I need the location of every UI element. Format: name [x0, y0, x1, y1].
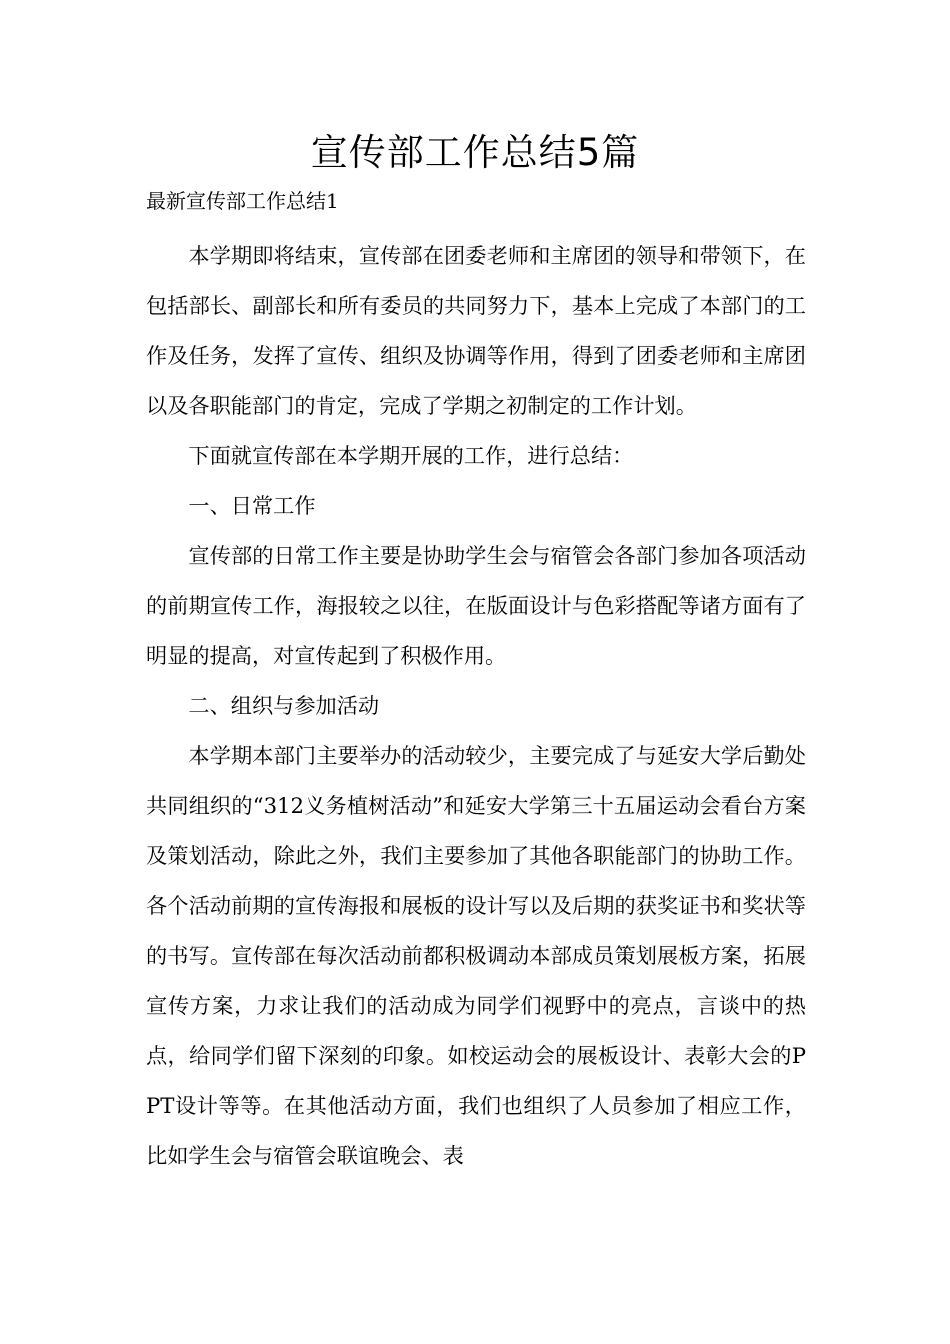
document-title: 宣传部工作总结5篇 — [310, 131, 640, 174]
document-body — [146, 231, 806, 1181]
document-subtitle: 最新宣传部工作总结1 — [146, 189, 339, 213]
paragraph-daily-work: 宣传部的日常工作主要是协助学生会与宿管会各部门参加各项活动的前期宣传工作，海报较之以往，在版面设计与色彩搭配等诸方面有了明显的提高，对宣传起到了积极作用。 — [146, 543, 806, 668]
paragraph-summary-lead: 下面就宣传部在本学期开展的工作，进行总结： — [188, 443, 634, 468]
section-heading-activities: 二、组织与参加活动 — [188, 693, 380, 718]
paragraph-intro: 本学期即将结束，宣传部在团委老师和主席团的领导和带领下，在包括部长、副部长和所有委员的共同努力下，基本上完成了本部门的工作及任务，发挥了宣传、组织及协调等作用，得到了团委老师和主席团以及各职能部门的肯定，完成了学期之初制定的工作计划。 — [146, 243, 806, 418]
section-heading-daily-work: 一、日常工作 — [188, 493, 316, 518]
paragraph-activities: 本学期本部门主要举办的活动较少，主要完成了与延安大学后勤处共同组织的“312义务植树活动”和延安大学第三十五届运动会看台方案及策划活动，除此之外，我们主要参加了其他各职能部门的协助工作。各个活动前期的宣传海报和展板的设计写以及后期的获奖证书和奖状等的书写。宣传部在每次活动前都积极调动本部成员策划展板方案，拓展宣传方案，力求让我们的活动成为同学们视野中的亮点，言谈中的热点，给同学们留下深刻的印象。如校运动会的展板设计、表彰大会的PPT设计等等。在其他活动方面，我们也组织了人员参加了相应工作，比如学生会与宿管会联谊晚会、表 — [146, 743, 806, 1168]
